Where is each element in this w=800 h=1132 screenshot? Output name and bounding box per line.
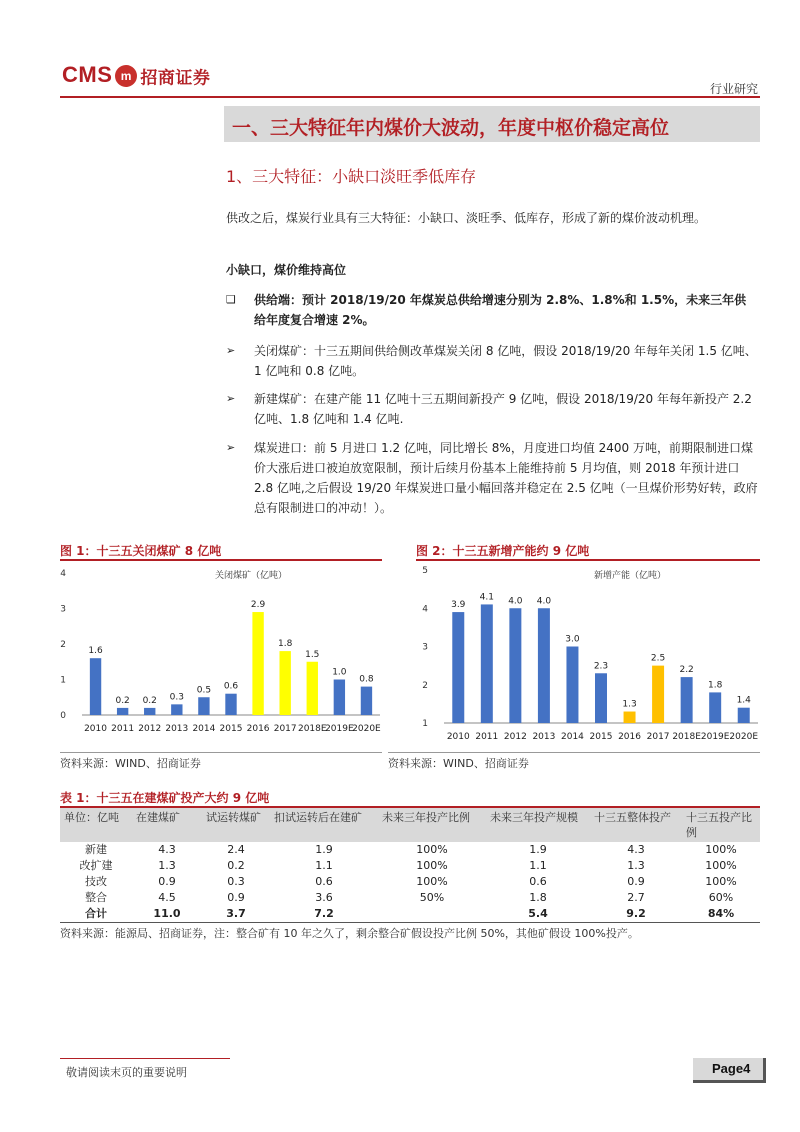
row-label-cell: 新建 (85, 843, 107, 856)
table-cell: 9.2 (626, 907, 646, 920)
bar-2017 (279, 651, 290, 715)
table-cell: 7.2 (314, 907, 334, 920)
data-label: 1.4 (736, 695, 751, 706)
import-paragraph: 煤炭进口：前 5 月进口 1.2 亿吨，同比增长 8%，月度进口均值 2400 万吨，前期限制进口煤价大涨后进口被迫放宽限制，预计后续月份基本上能维持前 5 月均值，则 2018 年预计进口 2.8 亿吨,之后假设 19/20 年煤炭进口量小幅回落并稳定在 2.5 亿吨（一旦煤价形势好转，政府总有限制进口的冲动！）。 (254, 441, 758, 515)
bar-2016 (252, 612, 263, 715)
table-cell: 3.6 (315, 891, 333, 904)
figure-1-source: 资料来源：WIND、招商证券 (60, 757, 201, 770)
header-cell: 在建煤矿 (136, 811, 180, 824)
table-cell: 0.9 (158, 875, 176, 888)
data-label: 1.3 (622, 699, 637, 710)
x-tick-label: 2018E (297, 724, 327, 734)
bar-2015 (225, 694, 236, 715)
figure-2-title: 图 2：十三五新增产能约 9 亿吨 (416, 544, 590, 558)
chart-title: 新增产能（亿吨） (594, 571, 667, 581)
bar-2012 (509, 608, 521, 723)
y-tick-label: 2 (422, 680, 428, 691)
figure-2-divider (416, 559, 760, 561)
data-label: 1.8 (708, 680, 723, 691)
table-cell: 100% (705, 843, 737, 856)
x-tick-label: 2011 (111, 724, 135, 734)
x-tick-label: 2014 (192, 724, 216, 734)
y-tick-label: 1 (60, 675, 66, 686)
table-cell (378, 906, 486, 922)
row-label-cell: 整合 (85, 891, 107, 904)
data-label: 1.8 (278, 639, 293, 650)
table-cell: 3.7 (226, 907, 246, 920)
x-tick-label: 2019E (700, 732, 730, 742)
table-cell: 1.8 (529, 891, 547, 904)
y-tick-label: 3 (60, 604, 66, 615)
bar-2016 (624, 712, 636, 723)
supply-paragraph: 供给端：预计 2018/19/20 年煤炭总供给增速分别为 2.8%、1.8%和 1.5%，未来三年供给年度复合增速 2%。 (254, 293, 747, 327)
bar-2011 (481, 604, 493, 723)
data-label: 2.2 (679, 665, 694, 676)
x-tick-label: 2015 (219, 724, 243, 734)
page-number: Page4 (712, 1061, 751, 1076)
table-cell: 0.2 (227, 859, 245, 872)
x-tick-label: 2011 (475, 732, 499, 742)
data-label: 0.3 (169, 692, 184, 703)
footer-note: 敬请阅读末页的重要说明 (66, 1066, 187, 1079)
bar-2018E (307, 662, 318, 715)
data-label: 4.1 (479, 592, 494, 603)
table-cell: 0.9 (227, 891, 245, 904)
section-subtitle: 1、三大特征：小缺口淡旺季低库存 (226, 167, 477, 186)
y-tick-label: 3 (422, 642, 428, 653)
logo-chinese: 招商证券 (140, 68, 211, 88)
arrow-bullet-icon: ➢ (226, 344, 236, 357)
table-row (60, 890, 760, 906)
x-tick-label: 2017 (273, 724, 297, 734)
new-mines-paragraph: 新建煤矿：在建产能 11 亿吨十三五期间新投产 9 亿吨，假设 2018/19/20 年每年新投产 2.2 亿吨、1.8 亿吨和 1.4 亿吨. (254, 392, 752, 426)
x-tick-label: 2010 (84, 724, 107, 734)
header-divider (60, 96, 760, 98)
figure-2-source: 资料来源：WIND、招商证券 (388, 757, 529, 770)
arrow-bullet-icon: ➢ (226, 441, 236, 454)
chart-title: 关闭煤矿（亿吨） (215, 571, 288, 581)
x-tick-label: 2020E (729, 732, 759, 742)
figure-2-source-divider (388, 752, 760, 753)
bar-2014 (198, 697, 209, 715)
table-cell: 0.6 (315, 875, 333, 888)
table-cell: 50% (419, 891, 445, 904)
table-cell: 100% (705, 875, 737, 888)
data-label: 0.2 (142, 695, 157, 706)
data-label: 2.9 (250, 600, 266, 611)
table-cell: 4.5 (158, 891, 176, 904)
table-cell: 60% (708, 891, 734, 904)
closure-paragraph: 关闭煤矿：十三五期间供给侧改革煤炭关闭 8 亿吨，假设 2018/19/20 年每年关闭 1.5 亿吨、1 亿吨和 0.8 亿吨。 (254, 344, 757, 378)
table-cell: 1.1 (315, 859, 333, 872)
bar-2013 (538, 608, 550, 723)
x-tick-label: 2018E (672, 732, 701, 742)
bar-2012 (144, 708, 155, 715)
figure-1-source-divider (60, 752, 382, 753)
table-row (60, 874, 760, 890)
new-capacity-chart (416, 562, 760, 752)
bar-2011 (117, 708, 128, 715)
table-cell: 1.9 (529, 843, 547, 856)
x-tick-label: 2013 (532, 732, 556, 742)
table-cell: 100% (705, 859, 737, 872)
data-label: 0.8 (359, 674, 374, 685)
table-cell: 5.4 (528, 907, 548, 920)
logo-latin: CMS (62, 62, 113, 87)
bar-2015 (595, 673, 607, 723)
table-cell: 100% (416, 875, 448, 888)
y-tick-label: 4 (60, 569, 66, 579)
x-tick-label: 2017 (646, 732, 670, 742)
table-cell: 4.3 (627, 843, 645, 856)
data-label: 2.3 (593, 661, 609, 672)
data-label: 3.9 (451, 600, 466, 611)
paragraph-heading: 小缺口，煤价维持高位 (226, 263, 347, 277)
table-cell: 4.3 (158, 843, 176, 856)
row-label-cell: 合计 (85, 907, 107, 920)
table-row (60, 842, 760, 858)
data-label: 2.5 (650, 653, 666, 664)
table-row (60, 906, 760, 922)
header-cell: 十三五整体投产 (594, 811, 671, 824)
bar-2018E (681, 677, 693, 723)
x-tick-label: 2013 (165, 724, 189, 734)
square-bullet-icon: ❑ (226, 293, 236, 306)
bar-2017 (652, 666, 664, 723)
data-label: 4.0 (508, 596, 523, 607)
bar-2020E (361, 687, 372, 715)
header-cell: 十三五投产比例 (686, 811, 752, 839)
data-label: 0.5 (196, 685, 212, 696)
table-header-row (60, 808, 760, 842)
bar-2010 (452, 612, 464, 723)
bar-2019E (709, 692, 721, 723)
table-cell: 84% (707, 907, 735, 920)
intro-paragraph: 供改之后，煤炭行业具有三大特征：小缺口、淡旺季、低库存，形成了新的煤价波动机理。 (226, 211, 707, 225)
logo-badge-icon: m (115, 65, 137, 87)
header-cell: 试运转煤矿 (206, 811, 261, 824)
capacity-table (60, 808, 760, 922)
report-category: 行业研究 (709, 82, 758, 96)
data-label: 1.0 (332, 667, 347, 678)
table-cell: 1.3 (627, 859, 645, 872)
x-tick-label: 2012 (138, 724, 162, 734)
header-cell: 单位：亿吨 (64, 811, 119, 824)
header-cell: 扣试运转后在建矿 (274, 811, 362, 824)
table-row (60, 858, 760, 874)
footer-divider (60, 1058, 230, 1059)
table-cell: 0.6 (529, 875, 547, 888)
data-label: 4.0 (536, 596, 552, 607)
bar-2019E (334, 680, 345, 716)
table-cell: 2.4 (227, 843, 245, 856)
table-cell: 11.0 (153, 907, 181, 920)
header-cell: 未来三年投产比例 (382, 811, 470, 824)
row-label-cell: 技改 (85, 875, 107, 888)
section-title: 一、三大特征年内煤价大波动，年度中枢价稳定高位 (232, 117, 670, 139)
bar-2010 (90, 658, 101, 715)
x-tick-label: 2015 (589, 732, 613, 742)
x-tick-label: 2016 (246, 724, 270, 734)
bar-2020E (738, 708, 750, 723)
table-cell: 0.3 (227, 875, 245, 888)
table-bottom-border (60, 922, 760, 923)
x-tick-label: 2016 (618, 732, 641, 742)
x-tick-label: 2020E (352, 724, 381, 734)
data-label: 0.2 (115, 695, 130, 706)
table-cell: 1.3 (158, 859, 176, 872)
table-cell: 1.1 (529, 859, 547, 872)
header-cell: 未来三年投产规模 (490, 811, 578, 824)
x-tick-label: 2012 (503, 732, 527, 742)
table-cell: 100% (416, 859, 448, 872)
figure-1-divider (60, 559, 382, 561)
x-tick-label: 2010 (446, 732, 470, 742)
closed-mines-chart (60, 562, 382, 742)
bar-2013 (171, 704, 182, 715)
y-tick-label: 4 (422, 604, 428, 615)
x-tick-label: 2019E (325, 724, 354, 734)
arrow-bullet-icon: ➢ (226, 392, 236, 405)
data-label: 0.6 (223, 681, 239, 692)
bar-2014 (566, 647, 578, 724)
data-label: 1.6 (88, 646, 103, 657)
table-cell: 2.7 (627, 891, 645, 904)
company-logo (62, 62, 210, 89)
figure-1-title: 图 1：十三五关闭煤矿 8 亿吨 (60, 544, 222, 558)
row-label-cell: 改扩建 (79, 859, 113, 872)
table-source: 资料来源：能源局、招商证券，注：整合矿有 10 年之久了，剩余整合矿假设投产比例 50%，其他矿假设 100%投产。 (60, 927, 639, 940)
table-cell: 0.9 (627, 875, 645, 888)
data-label: 1.5 (305, 649, 320, 660)
table-title: 表 1：十三五在建煤矿投产大约 9 亿吨 (60, 791, 270, 805)
table-cell: 1.9 (315, 843, 333, 856)
x-tick-label: 2014 (561, 732, 584, 742)
y-tick-label: 2 (60, 640, 66, 650)
y-tick-label: 5 (422, 566, 428, 576)
table-cell: 100% (416, 843, 448, 856)
y-tick-label: 1 (422, 719, 428, 729)
data-label: 3.0 (565, 634, 580, 645)
y-tick-label: 0 (60, 711, 66, 721)
